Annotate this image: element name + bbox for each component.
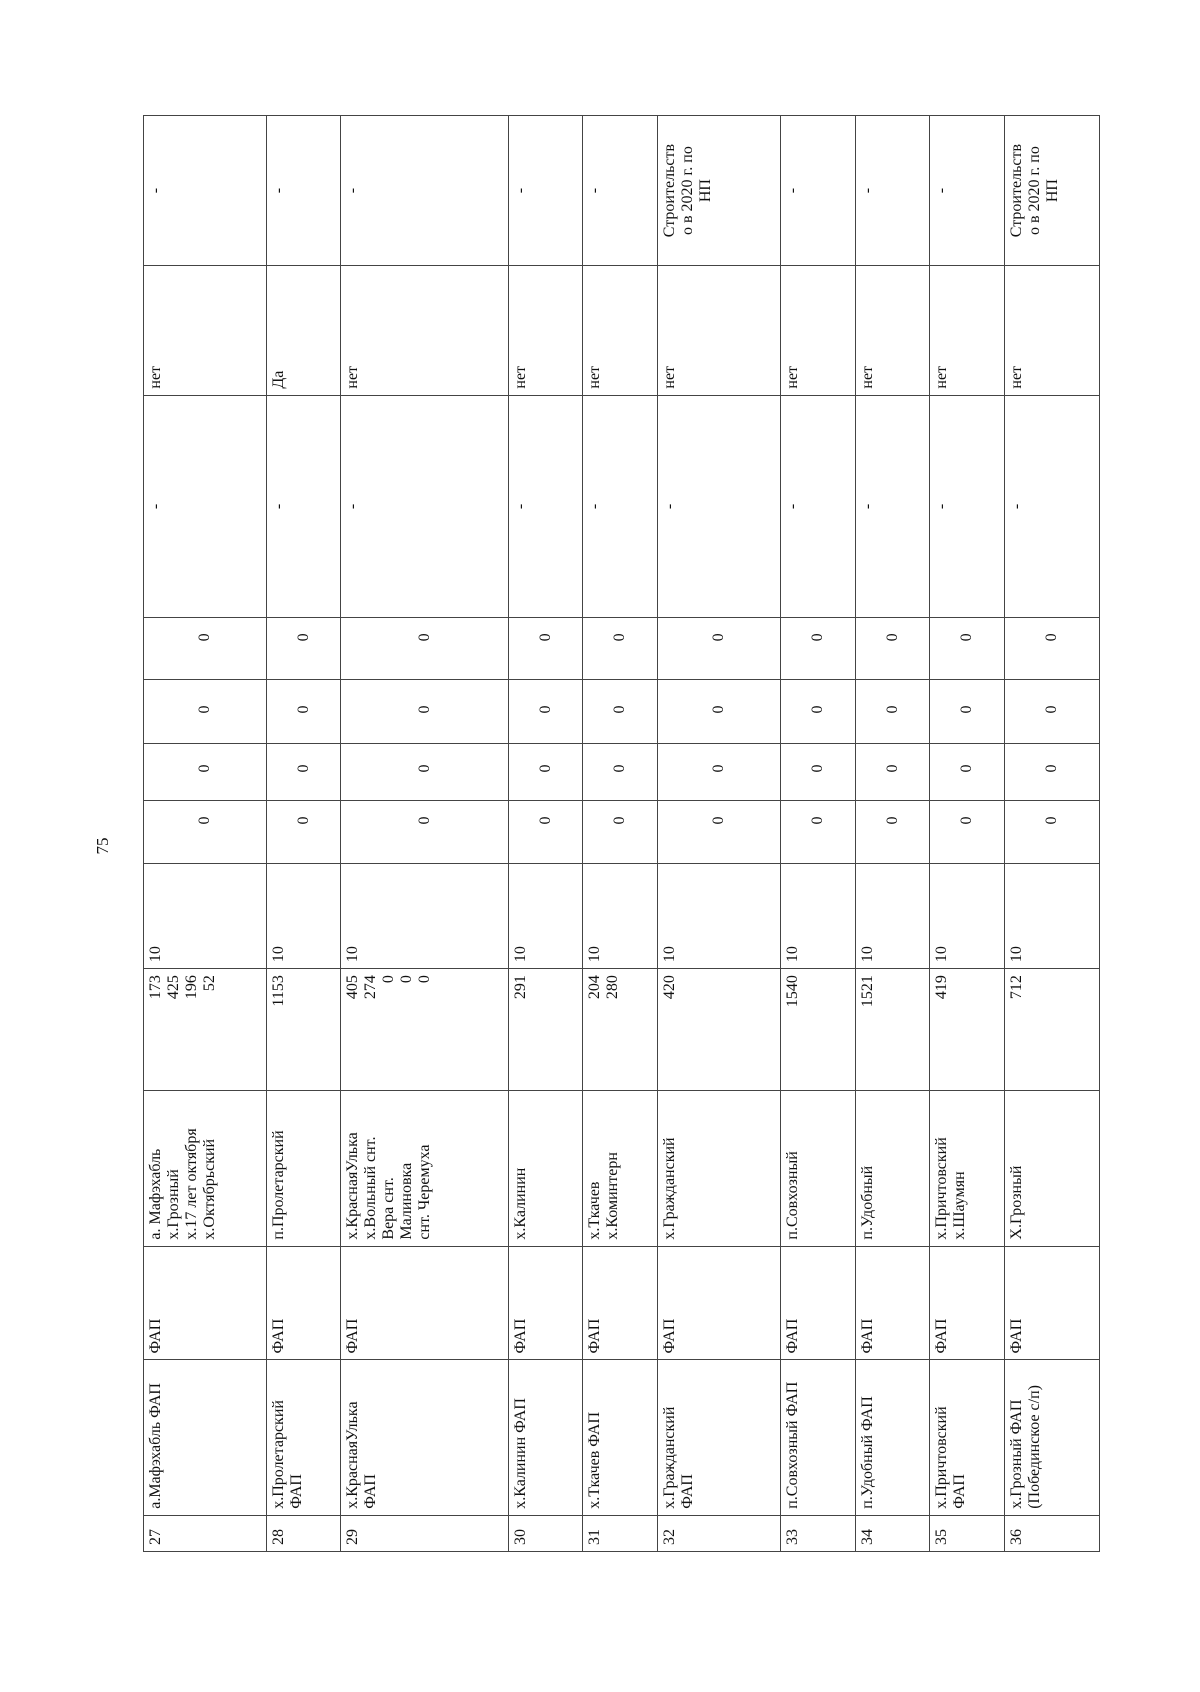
value-cell bbox=[341, 680, 508, 744]
distance-cell: 10 bbox=[658, 863, 781, 969]
facility-type-cell: ФАП bbox=[780, 1246, 855, 1360]
dash-cell: - bbox=[855, 395, 930, 618]
value-cell bbox=[144, 744, 267, 801]
facility-type-cell: ФАП bbox=[1005, 1246, 1100, 1360]
facilities-table bbox=[143, 115, 1100, 1552]
value-cell bbox=[144, 801, 267, 863]
dash-cell: - bbox=[658, 395, 781, 618]
dash-cell: - bbox=[144, 395, 267, 618]
value-cell bbox=[266, 618, 341, 680]
zero-value: 0 bbox=[415, 705, 433, 714]
note-cell: - bbox=[930, 116, 1005, 266]
population-cell: 1153 bbox=[266, 969, 341, 1091]
note-cell: - bbox=[780, 116, 855, 266]
zero-value: 0 bbox=[710, 764, 728, 773]
value-cell bbox=[583, 618, 658, 680]
table-row bbox=[1005, 116, 1100, 1552]
settlements-cell: х.КраснаяУлька х.Вольный снт. Вера снт. Малиновка снт. Черемуха bbox=[341, 1091, 508, 1246]
zero-value: 0 bbox=[808, 764, 826, 773]
table-row bbox=[508, 116, 583, 1552]
distance-cell: 10 bbox=[508, 863, 583, 969]
facility-name-cell: х.Калинин ФАП bbox=[508, 1360, 583, 1515]
value-cell bbox=[1005, 680, 1100, 744]
value-cell bbox=[508, 680, 583, 744]
row-number-cell: 35 bbox=[930, 1515, 1005, 1551]
answer-cell: нет bbox=[583, 266, 658, 395]
zero-value: 0 bbox=[1043, 764, 1061, 773]
zero-value: 0 bbox=[1043, 816, 1061, 825]
value-cell bbox=[583, 744, 658, 801]
value-cell bbox=[780, 618, 855, 680]
table-row bbox=[583, 116, 658, 1552]
answer-cell: нет bbox=[855, 266, 930, 395]
value-cell bbox=[855, 680, 930, 744]
zero-value: 0 bbox=[808, 705, 826, 714]
value-cell bbox=[930, 618, 1005, 680]
value-cell bbox=[855, 618, 930, 680]
zero-value: 0 bbox=[195, 705, 213, 714]
facility-name-cell: х.Ткачев ФАП bbox=[583, 1360, 658, 1515]
settlements-cell: п.Пролетарский bbox=[266, 1091, 341, 1246]
dash-cell: - bbox=[583, 395, 658, 618]
value-cell bbox=[855, 801, 930, 863]
settlements-cell: х.Ткачев х.Коминтерн bbox=[583, 1091, 658, 1246]
facility-name-cell: а.Мафэхабль ФАП bbox=[144, 1360, 267, 1515]
value-cell bbox=[583, 801, 658, 863]
settlements-cell: п.Удобный bbox=[855, 1091, 930, 1246]
note-cell: - bbox=[583, 116, 658, 266]
zero-value: 0 bbox=[536, 705, 554, 714]
answer-cell: нет bbox=[1005, 266, 1100, 395]
value-cell bbox=[780, 680, 855, 744]
population-cell: 1521 bbox=[855, 969, 930, 1091]
facility-type-cell: ФАП bbox=[508, 1246, 583, 1360]
facility-type-cell: ФАП bbox=[144, 1246, 267, 1360]
value-cell bbox=[855, 744, 930, 801]
dash-cell: - bbox=[266, 395, 341, 618]
table-row bbox=[658, 116, 781, 1552]
facility-name-cell: п.Совхозный ФАП bbox=[780, 1360, 855, 1515]
settlements-cell: Х.Грозный bbox=[1005, 1091, 1100, 1246]
zero-value: 0 bbox=[611, 705, 629, 714]
value-cell bbox=[1005, 618, 1100, 680]
table-row bbox=[341, 116, 508, 1552]
population-cell: 173 425 196 52 bbox=[144, 969, 267, 1091]
value-cell bbox=[930, 744, 1005, 801]
dash-cell: - bbox=[1005, 395, 1100, 618]
population-cell: 405 274 0 0 0 bbox=[341, 969, 508, 1091]
population-cell: 420 bbox=[658, 969, 781, 1091]
row-number-cell: 32 bbox=[658, 1515, 781, 1551]
value-cell bbox=[144, 680, 267, 744]
zero-value: 0 bbox=[958, 764, 976, 773]
note-cell: Строительств о в 2020 г. по НП bbox=[658, 116, 781, 266]
value-cell bbox=[930, 680, 1005, 744]
zero-value: 0 bbox=[536, 764, 554, 773]
zero-value: 0 bbox=[195, 633, 213, 642]
value-cell bbox=[780, 801, 855, 863]
value-cell bbox=[780, 744, 855, 801]
zero-value: 0 bbox=[958, 816, 976, 825]
value-cell bbox=[341, 618, 508, 680]
answer-cell: нет bbox=[780, 266, 855, 395]
zero-value: 0 bbox=[883, 705, 901, 714]
note-cell: Строительств о в 2020 г. по НП bbox=[1005, 116, 1100, 266]
row-number-cell: 33 bbox=[780, 1515, 855, 1551]
zero-value: 0 bbox=[808, 816, 826, 825]
table-body bbox=[144, 116, 1100, 1552]
table-row bbox=[144, 116, 267, 1552]
row-number-cell: 31 bbox=[583, 1515, 658, 1551]
value-cell bbox=[658, 618, 781, 680]
row-number-cell: 30 bbox=[508, 1515, 583, 1551]
table-row bbox=[855, 116, 930, 1552]
settlements-cell: п.Совхозный bbox=[780, 1091, 855, 1246]
zero-value: 0 bbox=[1043, 705, 1061, 714]
population-cell: 419 bbox=[930, 969, 1005, 1091]
zero-value: 0 bbox=[710, 816, 728, 825]
answer-cell: нет bbox=[341, 266, 508, 395]
value-cell bbox=[1005, 744, 1100, 801]
zero-value: 0 bbox=[1043, 633, 1061, 642]
answer-cell: Да bbox=[266, 266, 341, 395]
zero-value: 0 bbox=[294, 633, 312, 642]
value-cell bbox=[341, 744, 508, 801]
row-number-cell: 27 bbox=[144, 1515, 267, 1551]
note-cell: - bbox=[144, 116, 267, 266]
population-cell: 1540 bbox=[780, 969, 855, 1091]
zero-value: 0 bbox=[883, 816, 901, 825]
settlements-cell: х.Гражданский bbox=[658, 1091, 781, 1246]
dash-cell: - bbox=[780, 395, 855, 618]
zero-value: 0 bbox=[536, 633, 554, 642]
answer-cell: нет bbox=[144, 266, 267, 395]
distance-cell: 10 bbox=[930, 863, 1005, 969]
population-cell: 204 280 bbox=[583, 969, 658, 1091]
value-cell bbox=[1005, 801, 1100, 863]
value-cell bbox=[930, 801, 1005, 863]
row-number-cell: 34 bbox=[855, 1515, 930, 1551]
zero-value: 0 bbox=[808, 633, 826, 642]
zero-value: 0 bbox=[958, 705, 976, 714]
rotated-table-container bbox=[143, 115, 1100, 1552]
row-number-cell: 36 bbox=[1005, 1515, 1100, 1551]
population-cell: 712 bbox=[1005, 969, 1100, 1091]
zero-value: 0 bbox=[415, 633, 433, 642]
distance-cell: 10 bbox=[855, 863, 930, 969]
zero-value: 0 bbox=[294, 816, 312, 825]
value-cell bbox=[341, 801, 508, 863]
zero-value: 0 bbox=[415, 764, 433, 773]
zero-value: 0 bbox=[294, 705, 312, 714]
facility-type-cell: ФАП bbox=[341, 1246, 508, 1360]
value-cell bbox=[266, 680, 341, 744]
zero-value: 0 bbox=[195, 816, 213, 825]
zero-value: 0 bbox=[710, 633, 728, 642]
zero-value: 0 bbox=[611, 633, 629, 642]
facility-name-cell: х.Грозный ФАП (Побединское с/п) bbox=[1005, 1360, 1100, 1515]
facility-type-cell: ФАП bbox=[266, 1246, 341, 1360]
value-cell bbox=[658, 680, 781, 744]
value-cell bbox=[583, 680, 658, 744]
zero-value: 0 bbox=[958, 633, 976, 642]
zero-value: 0 bbox=[195, 764, 213, 773]
value-cell bbox=[266, 801, 341, 863]
zero-value: 0 bbox=[611, 764, 629, 773]
distance-cell: 10 bbox=[780, 863, 855, 969]
facility-name-cell: х.Гражданский ФАП bbox=[658, 1360, 781, 1515]
facility-name-cell: х.Причтовский ФАП bbox=[930, 1360, 1005, 1515]
value-cell bbox=[508, 801, 583, 863]
dash-cell: - bbox=[508, 395, 583, 618]
dash-cell: - bbox=[341, 395, 508, 618]
page-number: 75 bbox=[93, 837, 112, 855]
zero-value: 0 bbox=[536, 816, 554, 825]
zero-value: 0 bbox=[611, 816, 629, 825]
settlements-cell: х.Калинин bbox=[508, 1091, 583, 1246]
distance-cell: 10 bbox=[583, 863, 658, 969]
facility-type-cell: ФАП bbox=[930, 1246, 1005, 1360]
note-cell: - bbox=[266, 116, 341, 266]
facility-name-cell: х.Пролетарский ФАП bbox=[266, 1360, 341, 1515]
value-cell bbox=[144, 618, 267, 680]
zero-value: 0 bbox=[710, 705, 728, 714]
settlements-cell: х.Причтовский х.Шаумян bbox=[930, 1091, 1005, 1246]
row-number-cell: 28 bbox=[266, 1515, 341, 1551]
table-row bbox=[780, 116, 855, 1552]
note-cell: - bbox=[855, 116, 930, 266]
zero-value: 0 bbox=[883, 764, 901, 773]
facility-name-cell: х.КраснаяУлька ФАП bbox=[341, 1360, 508, 1515]
distance-cell: 10 bbox=[144, 863, 267, 969]
note-cell: - bbox=[341, 116, 508, 266]
table-row bbox=[930, 116, 1005, 1552]
dash-cell: - bbox=[930, 395, 1005, 618]
zero-value: 0 bbox=[415, 816, 433, 825]
population-cell: 291 bbox=[508, 969, 583, 1091]
note-cell: - bbox=[508, 116, 583, 266]
facility-type-cell: ФАП bbox=[658, 1246, 781, 1360]
value-cell bbox=[658, 801, 781, 863]
distance-cell: 10 bbox=[341, 863, 508, 969]
value-cell bbox=[266, 744, 341, 801]
answer-cell: нет bbox=[930, 266, 1005, 395]
row-number-cell: 29 bbox=[341, 1515, 508, 1551]
zero-value: 0 bbox=[294, 764, 312, 773]
value-cell bbox=[508, 744, 583, 801]
value-cell bbox=[508, 618, 583, 680]
value-cell bbox=[658, 744, 781, 801]
facility-name-cell: п.Удобный ФАП bbox=[855, 1360, 930, 1515]
distance-cell: 10 bbox=[266, 863, 341, 969]
facility-type-cell: ФАП bbox=[583, 1246, 658, 1360]
answer-cell: нет bbox=[508, 266, 583, 395]
answer-cell: нет bbox=[658, 266, 781, 395]
zero-value: 0 bbox=[883, 633, 901, 642]
distance-cell: 10 bbox=[1005, 863, 1100, 969]
settlements-cell: а. Мафэхабль х.Грозный х.17 лет октября х.Октябрьский bbox=[144, 1091, 267, 1246]
table-row bbox=[266, 116, 341, 1552]
facility-type-cell: ФАП bbox=[855, 1246, 930, 1360]
